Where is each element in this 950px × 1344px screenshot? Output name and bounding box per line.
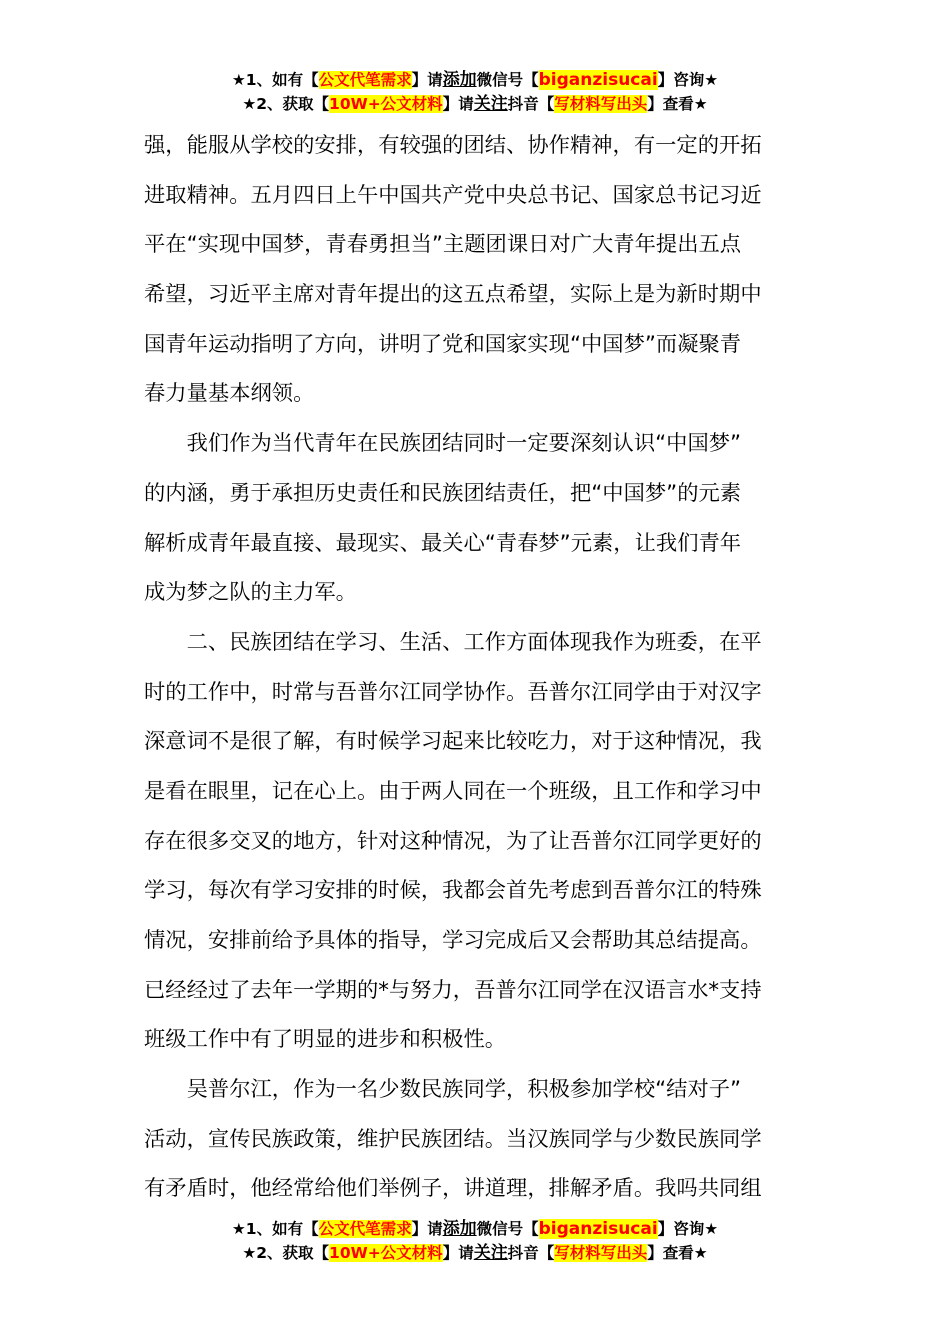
text-line: 是看在眼里，记在心上。由于两人同在一个班级，且工作和学习中 [144,778,762,804]
highlight-wechat-id: biganzisucai [538,70,658,90]
text-line: 我们作为当代青年在民族团结同时一定要深刻认识“中国梦” [144,431,742,457]
text-line: 活动，宣传民族政策，维护民族团结。当汉族同学与少数民族同学 [144,1126,762,1152]
banner-line-2: ★2、获取【10W+公文材料】请关注抖音【写材料写出头】查看★ [242,94,708,114]
text-line: 学习，每次有学习安排的时候，我都会首先考虑到吾普尔江的特殊 [144,878,762,904]
text-line: 有矛盾时，他经常给他们举例子，讲道理，排解矛盾。我吗共同组 [144,1176,762,1202]
footer-banner [0,1217,950,1265]
banner-line-1: ★1、如有【公文代笔需求】请添加微信号【biganzisucai】咨询★ [231,70,719,90]
highlight-service: 公文代笔需求 [318,1220,412,1238]
text-line: 存在很多交叉的地方，针对这种情况，为了让吾普尔江同学更好的 [144,828,762,854]
text-line: 希望，习近平主席对青年提出的这五点希望，实际上是为新时期中 [144,282,762,308]
text-line: 吴普尔江，作为一名少数民族同学，积极参加学校“结对子” [144,1077,742,1103]
highlight-douyin-id: 写材料写出头 [554,1244,648,1262]
text-line: 的内涵，勇于承担历史责任和民族团结责任，把“中国梦”的元素 [144,480,742,506]
text-line: 春力量基本纲领。 [144,381,315,407]
text-line: 时的工作中，时常与吾普尔江同学协作。吾普尔江同学由于对汉字 [144,679,762,705]
text-line: 进取精神。五月四日上午中国共产党中央总书记、国家总书记习近 [144,182,762,208]
text-line: 成为梦之队的主力军。 [144,580,357,606]
text-line: 情况，安排前给予具体的指导，学习完成后又会帮助其总结提高。 [144,928,762,953]
text-line: 解析成青年最直接、最现实、最关心“青春梦”元素，让我们青年 [144,530,742,556]
text-line: 已经经过了去年一学期的*与努力，吾普尔江同学在汉语言水*支持 [144,977,762,1003]
highlight-materials: 10W+公文材料 [329,1244,443,1262]
highlight-service: 公文代笔需求 [318,71,412,89]
text-line: 强，能服从学校的安排，有较强的团结、协作精神，有一定的开拓 [144,133,762,158]
text-line: 班级工作中有了明显的进步和积极性。 [144,1027,507,1053]
banner-line-1: ★1、如有【公文代笔需求】请添加微信号【biganzisucai】咨询★ [231,1219,719,1239]
document-body [144,121,808,1214]
highlight-materials: 10W+公文材料 [329,95,443,113]
banner-line-2: ★2、获取【10W+公文材料】请关注抖音【写材料写出头】查看★ [242,1243,708,1263]
header-banner [0,68,950,116]
highlight-wechat-id: biganzisucai [538,1219,658,1239]
body-paragraphs [144,121,808,1214]
text-line: 国青年运动指明了方向，讲明了党和国家实现“中国梦”而凝聚青 [144,331,742,357]
text-line: 深意词不是很了解，有时候学习起来比较吃力，对于这种情况，我 [144,729,762,755]
highlight-douyin-id: 写材料写出头 [554,95,648,113]
text-line: 平在“实现中国梦，青春勇担当”主题团课日对广大青年提出五点 [144,232,742,258]
text-line: 二、民族团结在学习、生活、工作方面体现我作为班委，在平 [144,629,762,655]
